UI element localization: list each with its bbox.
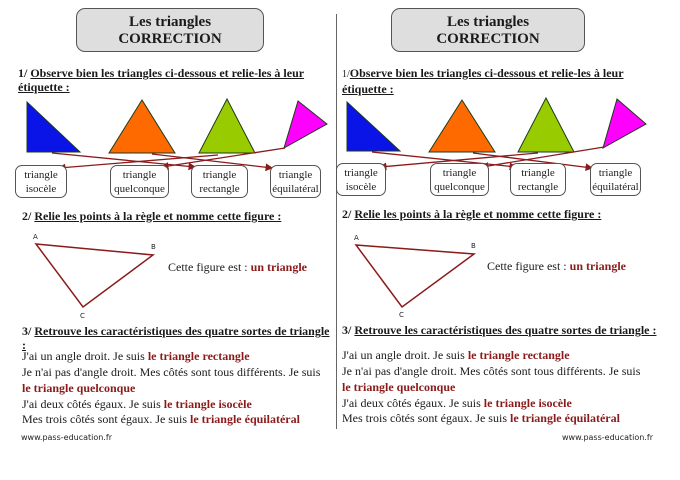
green-triangle <box>199 99 255 153</box>
label-line2: quelconque <box>114 183 165 195</box>
statement-3 <box>342 395 572 411</box>
green-triangle <box>518 98 574 152</box>
blue-right-triangle <box>27 102 80 152</box>
label-line2: isocèle <box>25 183 57 195</box>
heading-text-2: étiquette : <box>342 82 394 96</box>
label-quelconque[interactable] <box>110 165 169 198</box>
section2-heading <box>22 209 281 223</box>
section-number: 3/ <box>342 323 352 337</box>
statement-3 <box>22 396 252 412</box>
statement-text: Je n'ai pas d'angle droit. Mes côtés sont tous différents. Je suis <box>342 364 641 378</box>
orange-triangle <box>429 100 495 152</box>
statement-text: J'ai un angle droit. Je suis <box>22 349 145 363</box>
heading-text: Relie les points à la règle et nomme cette figure : <box>34 209 282 223</box>
answer-text: un triangle <box>250 260 307 274</box>
statement-answer: le triangle équilatéral <box>509 411 620 425</box>
statement-text: Mes trois côtés sont égaux. Je suis <box>342 411 507 425</box>
heading-text: Relie les points à la règle et nomme cette figure : <box>354 207 602 221</box>
title-line1: Les triangles <box>128 14 212 30</box>
section-number: 1/ <box>18 66 28 80</box>
statement-text: Mes trois côtés sont égaux. Je suis <box>22 412 187 426</box>
heading-text: Retrouve les caractéristiques des quatre sortes de triangle : <box>22 324 330 352</box>
answer-prefix: Cette figure est : <box>168 260 248 274</box>
orange-triangle <box>109 100 175 153</box>
footer-url: www.pass-education.fr <box>562 433 653 442</box>
statement-text: J'ai un angle droit. Je suis <box>342 348 465 362</box>
point-a: A <box>354 234 359 242</box>
label-equilateral[interactable] <box>270 165 321 198</box>
title-line1: Les triangles <box>446 14 530 30</box>
point-c: C <box>80 312 85 320</box>
section-number: 2/ <box>22 209 32 223</box>
statement-answer: le triangle isocèle <box>163 397 252 411</box>
point-a: A <box>33 233 38 241</box>
label-line1: triangle <box>521 167 555 179</box>
statement-2-answer <box>22 380 135 396</box>
label-rectangle[interactable] <box>510 163 566 196</box>
label-line2: équilatéral <box>592 181 639 193</box>
magenta-triangle <box>603 99 646 148</box>
label-line1: triangle <box>344 167 378 179</box>
label-line1: triangle <box>598 167 633 179</box>
statement-answer: le triangle isocèle <box>483 396 572 410</box>
statement-answer: le triangle équilatéral <box>189 412 300 426</box>
section-number: 1/ <box>342 69 350 80</box>
magenta-triangle <box>284 101 327 148</box>
statement-2 <box>342 363 640 379</box>
statement-text: Je n'ai pas d'angle droit. Mes côtés sont tous différents. Je suis <box>22 365 321 379</box>
label-line1: triangle <box>442 167 477 179</box>
section2-heading <box>342 207 601 221</box>
statement-1 <box>22 348 250 364</box>
heading-text: Observe bien les triangles ci-dessous et relie-les à leur <box>30 66 305 80</box>
footer-url: www.pass-education.fr <box>21 433 112 442</box>
statement-1 <box>342 347 570 363</box>
heading-text: Observe bien les triangles ci-dessous et relie-les à leur <box>349 66 624 80</box>
label-line2: isocèle <box>345 181 377 193</box>
label-line2: équilatéral <box>272 183 319 195</box>
title-line2: CORRECTION <box>436 31 540 47</box>
point-c: C <box>399 311 404 319</box>
label-line1: triangle <box>202 169 237 181</box>
label-quelconque[interactable] <box>430 163 489 196</box>
abc-triangle-figure <box>0 228 170 318</box>
statement-answer: le triangle rectangle <box>147 349 250 363</box>
heading-text: Retrouve les caractéristiques des quatre sortes de triangle : <box>354 323 657 337</box>
point-b: B <box>471 242 476 250</box>
label-line2: quelconque <box>434 181 485 193</box>
figure-answer <box>168 259 307 275</box>
label-line1: triangle <box>122 169 157 181</box>
statement-4 <box>22 411 300 427</box>
label-rectangle[interactable] <box>191 165 248 198</box>
blue-right-triangle <box>347 102 400 151</box>
answer-prefix: Cette figure est : <box>487 259 567 273</box>
heading-text-2: étiquette : <box>18 80 70 94</box>
panel-divider <box>336 14 337 429</box>
label-line2: rectangle <box>199 183 240 195</box>
point-b: B <box>151 243 156 251</box>
statement-answer: le triangle rectangle <box>467 348 570 362</box>
label-isocele[interactable] <box>336 163 386 196</box>
section-number: 2/ <box>342 207 352 221</box>
label-line1: triangle <box>24 169 58 181</box>
statement-answer: le triangle quelconque <box>342 380 456 394</box>
statement-answer: le triangle quelconque <box>22 381 136 395</box>
statement-text: J'ai deux côtés égaux. Je suis <box>22 397 161 411</box>
worksheet-right <box>340 0 680 480</box>
answer-text: un triangle <box>569 259 626 273</box>
label-line1: triangle <box>278 169 313 181</box>
section3-heading <box>342 323 657 337</box>
label-isocele[interactable] <box>15 165 67 198</box>
label-equilateral[interactable] <box>590 163 641 196</box>
label-line2: rectangle <box>517 181 559 193</box>
title-line2: CORRECTION <box>118 31 222 47</box>
section-number: 3/ <box>22 324 32 338</box>
figure-answer <box>487 258 626 274</box>
abc-triangle-figure <box>340 228 510 318</box>
statement-4 <box>342 410 620 426</box>
worksheet-left <box>0 0 336 480</box>
statement-text: J'ai deux côtés égaux. Je suis <box>342 396 481 410</box>
statement-2-answer <box>342 379 455 395</box>
statement-2 <box>22 364 320 380</box>
